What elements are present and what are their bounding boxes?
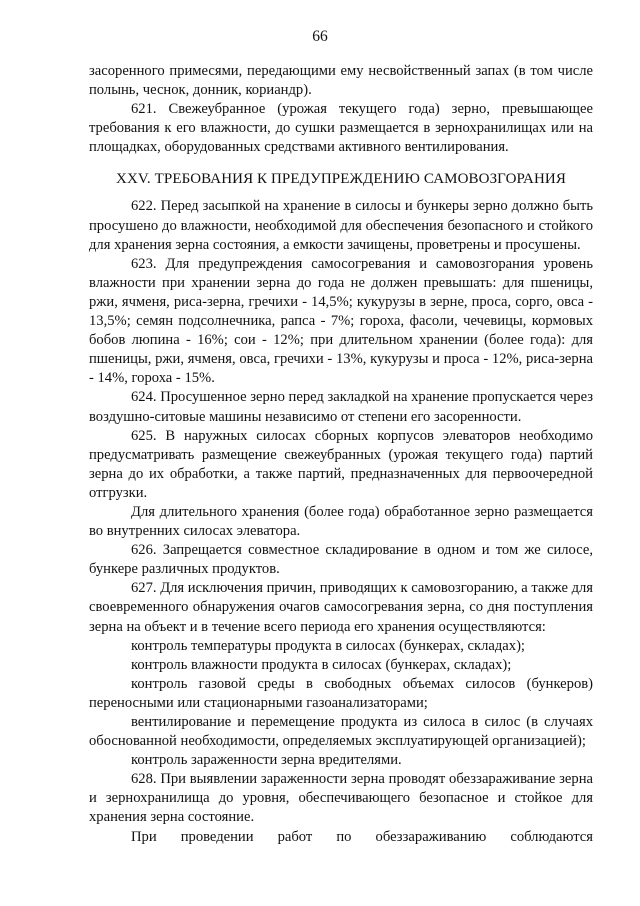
paragraph-628: 628. При выявлении зараженности зерна проводят обеззараживание зерна и зернохранилища до уровня, обеспечивающего безопасное и стойкое для хранения зерна состояние.	[89, 771, 593, 826]
list-item-humidity-control: контроль влажности продукта в силосах (бункерах, складах);	[131, 656, 512, 673]
paragraph-627: 627. Для исключения причин, приводящих к самовозгоранию, а также для своевременного обнаружения очагов самосогревания зерна, со дня поступления зерна на объект и в течение всего периода его хранения осуществляются:	[89, 580, 593, 635]
document-body	[89, 62, 593, 847]
paragraph-continuation: засоренного примесями, передающими ему несвойственный запах (в том числе полынь, чеснок, донник, кориандр).	[89, 63, 593, 99]
paragraph-625-long-term-storage: Для длительного хранения (более года) обработанное зерно размещается во внутренних силосах элеватора.	[89, 503, 593, 540]
paragraph-622: 622. Перед засыпкой на хранение в силосы и бункеры зерно должно быть просушено до влажности, необходимой для обеспечения безопасного и стойкого для хранения зерна состояния, а емкости зачищены, проветрены и просушены.	[89, 198, 593, 253]
paragraph-626: 626. Запрещается совместное складирование в одном и том же силосе, бункере различных продуктов.	[89, 542, 593, 578]
paragraph-624: 624. Просушенное зерно перед закладкой на хранение пропускается через воздушно-ситовые машины независимо от степени его засоренности.	[89, 389, 593, 425]
list-item-gas-control: контроль газовой среды в свободных объемах силосов (бункеров) переносными или стационарными газоанализаторами;	[89, 675, 593, 711]
paragraph-disinfection-start: При проведении работ по обеззараживанию соблюдаются	[131, 828, 593, 845]
page-number: 66	[312, 28, 328, 45]
paragraph-623: 623. Для предупреждения самосогревания и самовозгорания уровень влажности при хранении зерна до года не должен превышать: для пшеницы, ржи, ячменя, риса-зерна, гречихи - 14,5%; кукурузы в зерне, проса, сорго, овса - 13,5%; семян подсолнечника, рапса - 7%; гороха, фасоли, чечевицы, кормовых бобов люпина - 16%; сои - 12%; при длительном хранении (более года): для пшеницы, ржи, ячменя, овса, гречихи - 13%, кукурузы и проса - 12%, риса-зерна - 14%, гороха - 15%.	[89, 255, 593, 387]
list-item-ventilation: вентилирование и перемещение продукта из силоса в силос (в случаях обоснованной необходимости, определяемых эксплуатирующей организацией);	[89, 714, 593, 750]
paragraph-621: 621. Свежеубранное (урожая текущего года) зерно, превышающее требования к его влажности, до сушки размещается в зернохранилищах или на площадках, оборудованных средствами активного вентилирования.	[89, 101, 593, 156]
section-heading: XXV. ТРЕБОВАНИЯ К ПРЕДУПРЕЖДЕНИЮ САМОВОЗГОРАНИЯ	[116, 171, 566, 188]
list-item-temperature-control: контроль температуры продукта в силосах (бункерах, складах);	[131, 637, 525, 654]
paragraph-625: 625. В наружных силосах сборных корпусов элеваторов необходимо предусматривать размещение свежеубранных (урожая текущего года) партий зерна до их обработки, а также партий, предназначенных для первоочередной отгрузки.	[89, 427, 593, 501]
list-item-pest-control: контроль зараженности зерна вредителями.	[131, 752, 402, 769]
